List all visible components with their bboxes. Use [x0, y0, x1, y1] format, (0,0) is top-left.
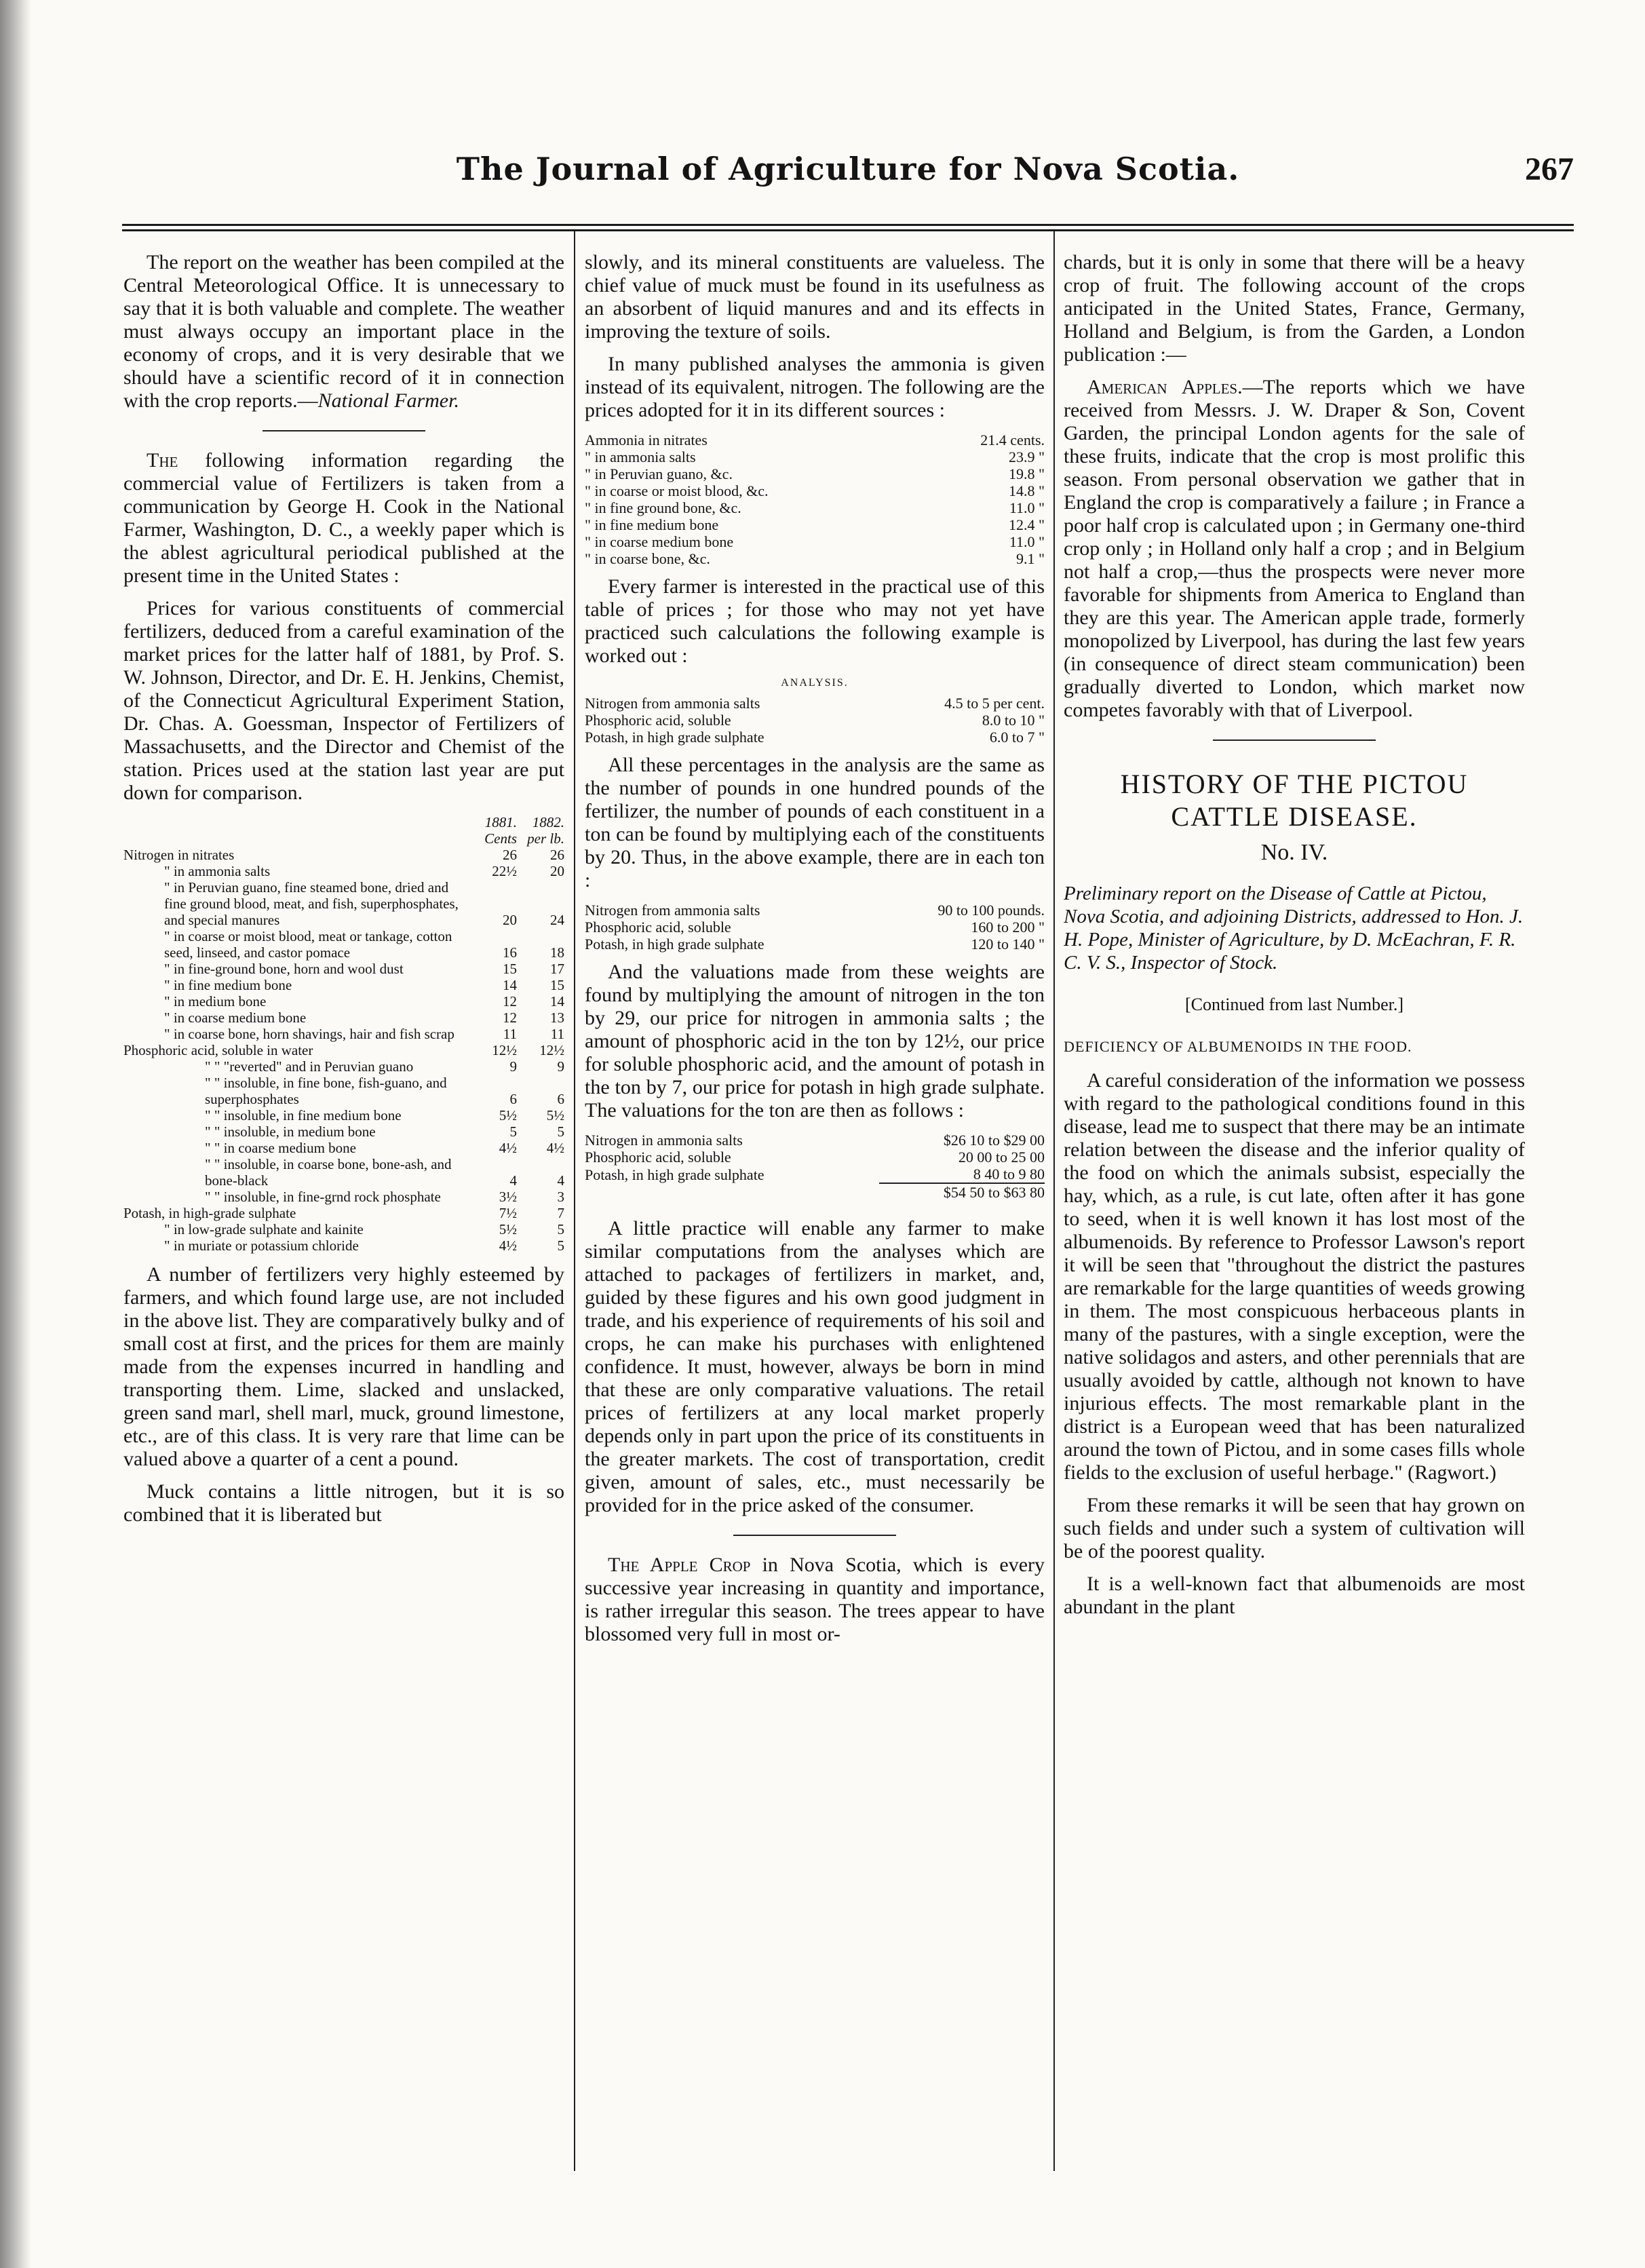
table-row: [123, 1058, 564, 1075]
article-separator-2: [733, 1535, 896, 1536]
fertilizer-price-table: [123, 814, 564, 1254]
fertilizer-intro: The following information regarding the commercial value of Fertilizers is taken from a communication by George H. Cook in the National Farmer, Washington, D. C., a weekly paper which is the ablest agricultural periodical published at the present time in the United States :: [123, 449, 564, 587]
table-row: [585, 902, 1045, 919]
price-1882: 5½: [546, 1107, 564, 1123]
table-row: [585, 695, 1045, 712]
analysis-item: Potash, in high grade sulphate: [585, 729, 765, 746]
price-1882: 12½: [539, 1042, 564, 1058]
price-1882: 26: [550, 847, 564, 863]
table-row: [123, 961, 564, 977]
fertilizer-label: " in coarse bone, horn shavings, hair and fish scrap: [164, 1026, 454, 1042]
table-row: [585, 516, 1045, 533]
price-1882: 5: [557, 1237, 564, 1254]
history-title: HISTORY OF THE PICTOU CATTLE DISEASE.: [1120, 769, 1469, 832]
price-1882: 9: [557, 1058, 564, 1075]
table-row: [123, 1205, 564, 1221]
price-1881: 14: [503, 977, 517, 993]
valuation: $26 10 to $29 00: [943, 1132, 1045, 1149]
price-1881: 4½: [499, 1140, 517, 1156]
muck-paragraph: Muck contains a little nitrogen, but it is so combined that it is liberated but: [123, 1480, 564, 1526]
pounds-per-ton-table: [585, 902, 1045, 953]
prices-paragraph: Prices for various constituents of commercial fertilizers, deduced from a careful examination of the market prices for the latter half of 1881, by Prof. S. W. Johnson, Director, and Dr. E. H. Jenkins, Chemist, of the Connecticut Agricultural Experiment Station, Dr. Chas. A. Goessman, Inspector of Fertilizers of Massachusetts, and the Director and Chemist of the station. Prices used at the station last year are put down for comparison.: [123, 597, 564, 804]
price-1881: 12½: [492, 1042, 517, 1058]
table-row: [123, 863, 564, 879]
price-1882: 20: [550, 863, 564, 879]
ammonia-price: 23.9 ": [1009, 448, 1045, 465]
ammonia-price: 19.8 ": [1009, 465, 1045, 482]
fertilizer-label: " in ammonia salts: [164, 863, 271, 879]
fertilizer-label: " " insoluble, in fine medium bone: [205, 1107, 402, 1123]
table-row: [585, 1132, 1045, 1149]
price-1881: 20: [503, 912, 517, 928]
remarks-paragraph: From these remarks it will be seen that hay grown on such fields and under such a system of cultivation will be of the poorest quality.: [1064, 1494, 1525, 1562]
constituent: Potash, in high grade sulphate: [585, 936, 765, 953]
unit-header-1: Cents: [484, 830, 517, 847]
price-1882: 24: [550, 912, 564, 928]
column-divider-1: [574, 231, 575, 2171]
price-1882: 13: [550, 1010, 564, 1026]
price-1881: 3½: [499, 1189, 517, 1205]
fertilizer-label: " " insoluble, in fine-grnd rock phosphate: [205, 1189, 441, 1205]
article-separator: [263, 430, 425, 431]
binding-edge: [0, 0, 31, 2268]
analysis-item: Phosphoric acid, soluble: [585, 712, 731, 729]
ammonia-price: 9.1 ": [1016, 550, 1045, 567]
practice-paragraph: A little practice will enable any farmer to make similar computations from the analyses which are attached to packages of fertilizers in market, and, guided by these figures and his own good judgment in trade, and his experience of requirements of his soil and crops, he can make his purchases with enlightened confidence. It must, however, always be born in mind that these are only comparative valuations. The retail prices of fertilizers at any local market properly depends only in part upon the price of its constituents in the greater markets. The cost of transportation, credit given, amount of sales, etc., must necessarily be provided for in the price asked of the consumer.: [585, 1217, 1045, 1516]
price-1881: 4: [509, 1172, 517, 1189]
ammonia-price: 14.8 ": [1009, 482, 1045, 499]
table-row: [585, 431, 1045, 448]
fertilizer-label: " in fine-ground bone, horn and wool dust: [164, 961, 404, 977]
price-1881: 11: [503, 1026, 517, 1042]
column-1: [123, 251, 564, 2187]
ammonia-source: " in ammonia salts: [585, 448, 696, 465]
pounds-per-ton: 90 to 100 pounds.: [937, 902, 1045, 919]
ammonia-source: " in coarse or moist blood, &c.: [585, 482, 769, 499]
ammonia-source: " in fine ground bone, &c.: [585, 499, 741, 516]
constituent: Potash, in high grade sulphate: [585, 1166, 765, 1183]
table-row: [585, 465, 1045, 482]
table-row: [123, 1123, 564, 1140]
table-row: [123, 977, 564, 993]
article-separator-3: [1213, 739, 1376, 741]
page-number: 267: [1525, 151, 1574, 187]
table-row: [123, 928, 564, 961]
table-row: [585, 729, 1045, 746]
every-farmer-paragraph: Every farmer is interested in the practical use of this table of prices ; for those who may not yet have practiced such calculations the following example is worked out :: [585, 575, 1045, 667]
fertilizer-label: " " in coarse medium bone: [205, 1140, 357, 1156]
history-number: No. IV.: [1260, 840, 1328, 865]
fertilizer-label: " in muriate or potassium chloride: [164, 1237, 359, 1254]
header-rule-top: [122, 224, 1574, 226]
ammonia-paragraph: In many published analyses the ammonia is given instead of its equivalent, nitrogen. The following are the prices adopted for it in its different sources :: [585, 353, 1045, 421]
ammonia-source: " in coarse bone, &c.: [585, 550, 710, 567]
fertilizer-label: " " insoluble, in coarse bone, bone-ash, and bone-black: [205, 1156, 452, 1189]
weather-source: National Farmer.: [317, 389, 459, 412]
analysis-title: ANALYSIS.: [781, 677, 849, 689]
pounds-per-ton: 160 to 200 ": [971, 919, 1045, 936]
table-row: [123, 847, 564, 863]
constituent: Nitrogen from ammonia salts: [585, 902, 760, 919]
ammonia-price: 12.4 ": [1009, 516, 1045, 533]
fertilizer-label: " " insoluble, in medium bone: [205, 1123, 376, 1140]
table-row: [585, 482, 1045, 499]
price-1882: 6: [557, 1091, 564, 1107]
constituent: Phosphoric acid, soluble: [585, 919, 731, 936]
price-1882: 4: [557, 1172, 564, 1189]
price-1882: 17: [550, 961, 564, 977]
column-divider-2: [1053, 231, 1055, 2171]
table-row: [585, 712, 1045, 729]
apple-crop-paragraph: The Apple Crop in Nova Scotia, which is every successive year increasing in quantity and importance, is rather irregular this season. The trees appear to have blossomed very full in most or-: [585, 1554, 1045, 1645]
table-row: [123, 1140, 564, 1156]
price-1882: 5: [557, 1123, 564, 1140]
pounds-per-ton: 120 to 140 ": [971, 936, 1045, 953]
ammonia-source: " in fine medium bone: [585, 516, 719, 533]
table-row: [123, 1042, 564, 1058]
price-1881: 16: [503, 944, 517, 961]
price-1881: 5½: [499, 1107, 517, 1123]
table-row: [123, 1237, 564, 1254]
table-row: [585, 919, 1045, 936]
table-row: [585, 533, 1045, 550]
table-row: [123, 993, 564, 1010]
constituent: Nitrogen in ammonia salts: [585, 1132, 743, 1149]
weather-paragraph: The report on the weather has been compiled at the Central Meteorological Office. It is unnecessary to say that it is both valuable and complete. The weather must always occupy an important place in the economy of crops, and it is very desirable that we should have a scientific record of it in connection with the crop reports.—National Farmer.: [123, 251, 564, 412]
table-row: [123, 1026, 564, 1042]
column-3: [1064, 251, 1525, 2187]
american-apples-paragraph: American Apples.—The reports which we have received from Messrs. J. W. Draper & Son, Covent Garden, the principal London agents for the sale of these fruits, indicate that the crop is most prolific this season. From personal observation we gather that in England the crop is comparatively a failure ; in France a poor half crop is calculated upon ; in Germany one-third crop only ; in Holland only half a crop ; and in Belgium not half a crop,—thus the prospects were never more favorable for shipments from America to England than they are this year. The American apple trade, formerly monopolized by Liverpool, has during the last few years (in consequence of direct steam communication) been gradually diverted to London, which market now competes favorably with that of Liverpool.: [1064, 376, 1525, 721]
header-rule-bottom: [122, 229, 1574, 231]
price-1881: 15: [503, 961, 517, 977]
preliminary-report-note: Preliminary report on the Disease of Cattle at Pictou, Nova Scotia, and adjoining Districts, addressed to Hon. J. H. Pope, Minister of Agriculture, by D. McEachran, F. R. C. V. S., Inspector of Stock.: [1064, 883, 1524, 974]
analysis-percent: 6.0 to 7 ": [989, 729, 1045, 746]
fertilizer-label: " " insoluble, in fine bone, fish-guano, and superphosphates: [205, 1075, 447, 1107]
continued-note: [Continued from last Number.]: [1184, 995, 1404, 1014]
table-row: [123, 1075, 564, 1107]
fertilizer-label: " in Peruvian guano, fine steamed bone, dried and fine ground blood, meat, and fish, superphosphates, and special manures: [164, 879, 459, 928]
year-1881-header: 1881.: [484, 814, 517, 830]
price-1882: 11: [550, 1026, 564, 1042]
table-row: [123, 1010, 564, 1026]
table-row: [123, 1189, 564, 1205]
price-1882: 14: [550, 993, 564, 1010]
price-1881: 5: [509, 1123, 517, 1140]
ammonia-price-table: [585, 431, 1045, 567]
albumenoids-paragraph: It is a well-known fact that albumenoids are most abundant in the plant: [1064, 1573, 1525, 1618]
price-1882: 3: [557, 1189, 564, 1205]
constituent: Phosphoric acid, soluble: [585, 1149, 731, 1166]
ammonia-price: 21.4 cents.: [980, 431, 1045, 448]
table-row: [123, 1156, 564, 1189]
fertilizer-label: Nitrogen in nitrates: [123, 847, 235, 863]
valuation: 8 40 to 9 80: [973, 1166, 1045, 1183]
percentages-paragraph: All these percentages in the analysis are the same as the number of pounds in one hundred pounds of the fertilizer, the number of pounds of each constituent in a ton can be found by multiplying each of the constituents by 20. Thus, in the above example, there are in each ton :: [585, 754, 1045, 891]
price-1881: 9: [509, 1058, 517, 1075]
price-1881: 5½: [499, 1221, 517, 1237]
table-row: [585, 1166, 1045, 1183]
journal-masthead: The Journal of Agriculture for Nova Scotia.: [456, 151, 1240, 187]
fertilizer-label: " in fine medium bone: [164, 977, 292, 993]
year-1882-header: 1882.: [532, 814, 564, 830]
unit-header-2: per lb.: [527, 830, 564, 847]
price-1882: 7: [557, 1205, 564, 1221]
muck-continued: slowly, and its mineral constituents are valueless. The chief value of muck must be found in its usefulness as an absorbent of liquid manures and and its effects in improving the texture of soils.: [585, 251, 1045, 343]
ammonia-price: 11.0 ": [1009, 533, 1045, 550]
table-row: [123, 879, 564, 928]
table-row: [585, 1149, 1045, 1166]
fertilizer-label: " " "reverted" and in Peruvian guano: [205, 1058, 414, 1075]
valuations-paragraph: And the valuations made from these weights are found by multiplying the amount of nitrogen in the ton by 29, our price for nitrogen in ammonia salts ; the amount of phosphoric acid in the ton by 12½, our price for soluble phosphoric acid, and the amount of potash in the ton by 7, our price for potash in high grade sulphate. The valuations for the ton are then as follows :: [585, 961, 1045, 1121]
page-header: [122, 151, 1574, 212]
analysis-percent: 8.0 to 10 ": [982, 712, 1045, 729]
price-1881: 6: [509, 1091, 517, 1107]
fertilizer-label: " in coarse medium bone: [164, 1010, 307, 1026]
analysis-table: [585, 695, 1045, 746]
price-1881: 26: [503, 847, 517, 863]
price-1882: 18: [550, 944, 564, 961]
apple-crop-continued: chards, but it is only in some that there will be a heavy crop of fruit. The following account of the crops anticipated in the United States, France, Germany, Holland and Belgium, is from the Garden, a London publication :—: [1064, 251, 1525, 366]
deficiency-heading: DEFICIENCY OF ALBUMENOIDS IN THE FOOD.: [1064, 1038, 1412, 1055]
ammonia-price: 11.0 ": [1009, 499, 1045, 516]
table-row: [585, 550, 1045, 567]
analysis-item: Nitrogen from ammonia salts: [585, 695, 760, 712]
price-1881: 7½: [499, 1205, 517, 1221]
fertilizer-label: " in medium bone: [164, 993, 267, 1010]
fertilizer-label: Potash, in high-grade sulphate: [123, 1205, 296, 1221]
table-row: [585, 499, 1045, 516]
table-row: [123, 1221, 564, 1237]
fertilizer-label: Phosphoric acid, soluble in water: [123, 1042, 313, 1058]
ammonia-source: " in coarse medium bone: [585, 533, 734, 550]
careful-consideration-paragraph: A careful consideration of the information we possess with regard to the pathological conditions found in this disease, lead me to suspect that there may be an intimate relation between the disease and the inferior quality of the food on which the animals subsist, especially the hay, which, as a rule, is cut late, often after it has gone to seed, when it is well known it has lost most of the albumenoids. By reference to Professor Lawson's report it will be seen that "throughout the district the pastures are remarkable for the large quantities of weeds growing in them. The most conspicuous herbaceous plants in many of the pastures, with a single exception, were the native solidagos and asters, and other perennials that are usually avoided by cattle, although not known to have injurious effects. The most remarkable plant in the district is a European weed that has been naturalized around the town of Pictou, and in some cases fills whole fields to the exclusion of useful herbage." (Ragwort.): [1064, 1069, 1525, 1484]
price-1881: 22½: [492, 863, 517, 879]
bulky-fertilizers-paragraph: A number of fertilizers very highly esteemed by farmers, and which found large use, are not included in the above list. They are comparatively bulky and of small cost at first, and the prices for them are mainly made from the expenses incurred in handling and transporting them. Lime, slacked and unslacked, green sand marl, shell marl, muck, ground limestone, etc., are of this class. It is very rare that lime can be valued above a quarter of a cent a pound.: [123, 1263, 564, 1470]
column-2: [585, 251, 1045, 2187]
valuation-total: $54 50 to $63 80: [879, 1183, 1045, 1201]
table-row: [585, 448, 1045, 465]
price-1881: 12: [503, 1010, 517, 1026]
price-1881: 4½: [499, 1237, 517, 1254]
valuation-table: [585, 1132, 1045, 1201]
valuation: 20 00 to 25 00: [958, 1149, 1045, 1166]
ammonia-source: " in Peruvian guano, &c.: [585, 465, 733, 482]
fertilizer-label: " in coarse or moist blood, meat or tankage, cotton seed, linseed, and castor pomace: [164, 928, 452, 961]
ammonia-source: Ammonia in nitrates: [585, 431, 708, 448]
price-1882: 15: [550, 977, 564, 993]
table-row: [123, 1107, 564, 1123]
table-row: [585, 936, 1045, 953]
price-1882: 5: [557, 1221, 564, 1237]
analysis-percent: 4.5 to 5 per cent.: [944, 695, 1045, 712]
price-1882: 4½: [546, 1140, 564, 1156]
price-1881: 12: [503, 993, 517, 1010]
fertilizer-label: " in low-grade sulphate and kainite: [164, 1221, 364, 1237]
